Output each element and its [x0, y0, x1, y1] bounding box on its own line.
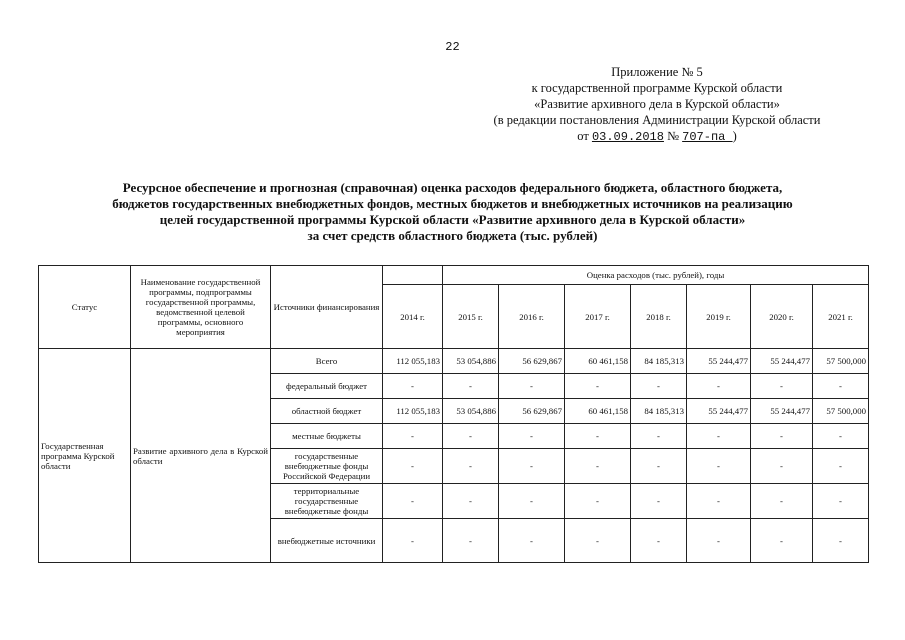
- value-cell: -: [383, 424, 443, 449]
- value-cell: 56 629,867: [499, 399, 565, 424]
- value-cell: 53 054,886: [443, 349, 499, 374]
- value-cell: -: [443, 424, 499, 449]
- value-cell: -: [499, 484, 565, 519]
- value-cell: -: [631, 519, 687, 563]
- value-cell: 55 244,477: [687, 399, 751, 424]
- value-cell: -: [631, 484, 687, 519]
- source-cell: государственные внебюджетные фонды Российской Федерации: [271, 449, 383, 484]
- number-sign: №: [663, 129, 683, 143]
- resolution-date: 03.09.2018: [591, 130, 664, 144]
- year-header: 2016 г.: [499, 285, 565, 349]
- value-cell: -: [565, 484, 631, 519]
- header-name: Наименование государственной программы, подпрограммы государственной программы, ведомственной целевой программы, основного мероприятия: [131, 266, 271, 349]
- program-name: Развитие архивного дела в Курской области: [131, 349, 271, 563]
- heading-line-4: за счет средств областного бюджета (тыс. рублей): [307, 228, 598, 243]
- value-cell: -: [631, 449, 687, 484]
- source-cell: местные бюджеты: [271, 424, 383, 449]
- resource-table: [38, 265, 869, 563]
- value-cell: -: [443, 484, 499, 519]
- source-cell: областной бюджет: [271, 399, 383, 424]
- value-cell: -: [443, 449, 499, 484]
- resolution-number: 707-па: [682, 130, 733, 144]
- value-cell: 55 244,477: [687, 349, 751, 374]
- year-header: 2018 г.: [631, 285, 687, 349]
- year-header: 2020 г.: [751, 285, 813, 349]
- value-cell: -: [687, 374, 751, 399]
- value-cell: -: [813, 449, 869, 484]
- value-cell: 57 500,000: [813, 349, 869, 374]
- value-cell: 112 055,183: [383, 349, 443, 374]
- date-prefix: от: [577, 129, 592, 143]
- year-header: 2019 г.: [687, 285, 751, 349]
- heading-line-2: бюджетов государственных внебюджетных фондов, местных бюджетов и внебюджетных источников на реализацию: [112, 196, 793, 211]
- appendix-date-line: [467, 128, 847, 145]
- source-cell: Всего: [271, 349, 383, 374]
- value-cell: -: [751, 424, 813, 449]
- value-cell: 112 055,183: [383, 399, 443, 424]
- value-cell: -: [499, 449, 565, 484]
- source-cell: федеральный бюджет: [271, 374, 383, 399]
- year-header: 2017 г.: [565, 285, 631, 349]
- value-cell: 84 185,313: [631, 399, 687, 424]
- value-cell: -: [499, 519, 565, 563]
- year-header: 2015 г.: [443, 285, 499, 349]
- value-cell: -: [687, 484, 751, 519]
- value-cell: -: [813, 519, 869, 563]
- value-cell: -: [631, 424, 687, 449]
- heading-line-3: целей государственной программы Курской области «Развитие архивного дела в Курской области»: [159, 212, 746, 227]
- header-estimate: Оценка расходов (тыс. рублей), годы: [443, 266, 869, 285]
- appendix-line-4: (в редакции постановления Администрации Курской области: [493, 113, 821, 127]
- table-row: [39, 349, 869, 374]
- value-cell: -: [383, 374, 443, 399]
- value-cell: 56 629,867: [499, 349, 565, 374]
- value-cell: -: [687, 449, 751, 484]
- value-cell: 60 461,158: [565, 349, 631, 374]
- program-status: Государственная программа Курской области: [39, 349, 131, 563]
- value-cell: -: [687, 519, 751, 563]
- value-cell: -: [565, 424, 631, 449]
- value-cell: -: [751, 484, 813, 519]
- value-cell: -: [687, 424, 751, 449]
- value-cell: -: [383, 484, 443, 519]
- appendix-line-2: к государственной программе Курской области: [531, 81, 783, 95]
- value-cell: -: [751, 374, 813, 399]
- value-cell: -: [565, 519, 631, 563]
- value-cell: -: [813, 374, 869, 399]
- document-heading: [60, 180, 845, 244]
- value-cell: -: [443, 519, 499, 563]
- value-cell: -: [813, 484, 869, 519]
- value-cell: 53 054,886: [443, 399, 499, 424]
- value-cell: -: [499, 424, 565, 449]
- value-cell: -: [383, 449, 443, 484]
- header-blank: [383, 266, 443, 285]
- value-cell: -: [443, 374, 499, 399]
- appendix-line-3: «Развитие архивного дела в Курской области»: [534, 97, 780, 111]
- value-cell: 60 461,158: [565, 399, 631, 424]
- year-header: 2021 г.: [813, 285, 869, 349]
- value-cell: 57 500,000: [813, 399, 869, 424]
- value-cell: -: [631, 374, 687, 399]
- value-cell: 84 185,313: [631, 349, 687, 374]
- header-sources: Источники финансирования: [271, 266, 383, 349]
- value-cell: -: [565, 374, 631, 399]
- source-cell: внебюджетные источники: [271, 519, 383, 563]
- header-status: Статус: [39, 266, 131, 349]
- value-cell: 55 244,477: [751, 349, 813, 374]
- value-cell: -: [751, 519, 813, 563]
- value-cell: 55 244,477: [751, 399, 813, 424]
- value-cell: -: [813, 424, 869, 449]
- closing-paren: ): [732, 129, 737, 143]
- appendix-line-1: Приложение № 5: [611, 65, 703, 79]
- appendix-block: [467, 64, 847, 145]
- source-cell: территориальные государственные внебюджетные фонды: [271, 484, 383, 519]
- year-header: 2014 г.: [383, 285, 443, 349]
- heading-line-1: Ресурсное обеспечение и прогнозная (справочная) оценка расходов федерального бюджета, областного бюджета,: [122, 180, 783, 195]
- value-cell: -: [751, 449, 813, 484]
- value-cell: -: [565, 449, 631, 484]
- value-cell: -: [499, 374, 565, 399]
- value-cell: -: [383, 519, 443, 563]
- page-number: 22: [445, 40, 460, 54]
